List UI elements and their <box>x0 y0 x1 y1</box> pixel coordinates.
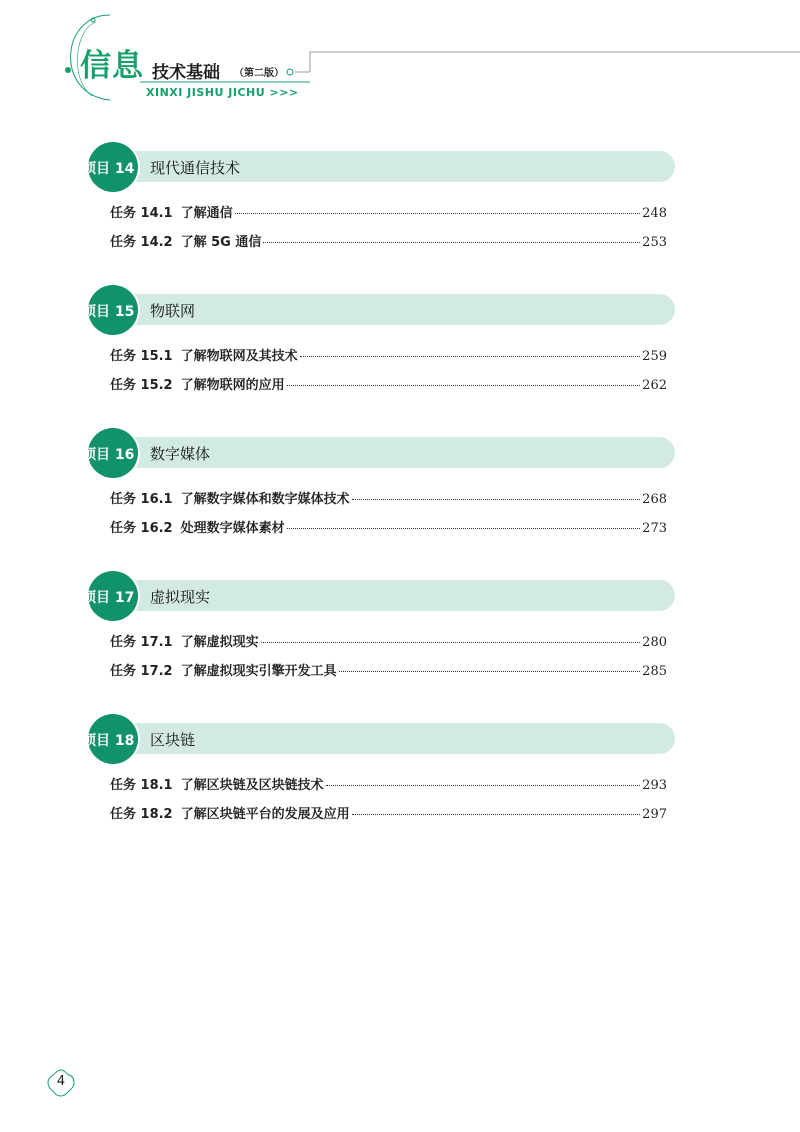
task-page: 248 <box>642 206 667 221</box>
project-label: 项目 14 <box>82 161 135 177</box>
task-code: 任务 17.2 <box>110 664 173 679</box>
dot-leader <box>339 671 641 672</box>
project-label: 项目 15 <box>82 304 135 320</box>
toc-entry[interactable] <box>110 231 667 251</box>
toc-entry[interactable] <box>110 517 667 537</box>
toc-entry[interactable] <box>110 488 667 508</box>
page-number: 4 <box>56 1074 66 1089</box>
task-page: 268 <box>642 492 667 507</box>
task-name: 了解数字媒体和数字媒体技术 <box>180 492 350 507</box>
task-code: 任务 18.1 <box>110 778 173 793</box>
dot-leader <box>235 213 641 214</box>
task-page: 285 <box>642 664 667 679</box>
toc-list <box>0 140 800 855</box>
task-code: 任务 15.2 <box>110 378 173 393</box>
toc-entry[interactable] <box>110 345 667 365</box>
task-page: 297 <box>642 807 667 822</box>
brand-edition: （第二版） <box>234 68 284 79</box>
dot-leader <box>352 814 641 815</box>
section-title[interactable]: 虚拟现实 <box>150 588 211 606</box>
task-page: 273 <box>642 521 667 536</box>
task-code: 任务 18.2 <box>110 807 173 822</box>
task-page: 280 <box>642 635 667 650</box>
task-page: 253 <box>642 235 667 250</box>
dot-leader <box>261 642 641 643</box>
dot-leader <box>300 356 641 357</box>
dot-leader <box>287 528 641 529</box>
section-band <box>130 580 675 611</box>
section-band <box>130 294 675 325</box>
task-name: 了解 5G 通信 <box>180 235 262 250</box>
section-band <box>130 723 675 754</box>
toc-section <box>0 140 800 283</box>
task-name: 了解物联网及其技术 <box>180 349 298 364</box>
brand-pinyin: XINXI JISHU JICHU >>> <box>146 86 299 99</box>
task-page: 259 <box>642 349 667 364</box>
toc-entry[interactable] <box>110 803 667 823</box>
section-title[interactable]: 物联网 <box>150 302 196 320</box>
toc-entry[interactable] <box>110 660 667 680</box>
toc-section <box>0 283 800 426</box>
task-name: 了解区块链平台的发展及应用 <box>180 807 350 822</box>
dot-leader <box>287 385 641 386</box>
dot-leader <box>263 242 640 243</box>
toc-entry[interactable] <box>110 374 667 394</box>
toc-entry[interactable] <box>110 631 667 651</box>
task-code: 任务 14.1 <box>110 206 173 221</box>
task-name: 了解通信 <box>180 206 233 221</box>
toc-section <box>0 426 800 569</box>
toc-section <box>0 569 800 712</box>
page-header <box>0 0 800 120</box>
task-code: 任务 15.1 <box>110 349 173 364</box>
task-code: 任务 14.2 <box>110 235 173 250</box>
section-title[interactable]: 数字媒体 <box>150 445 211 463</box>
task-code: 任务 16.1 <box>110 492 173 507</box>
project-label: 项目 17 <box>82 590 135 606</box>
task-name: 了解虚拟现实 <box>180 635 259 650</box>
task-name: 了解虚拟现实引擎开发工具 <box>180 664 337 679</box>
section-band <box>130 437 675 468</box>
section-title[interactable]: 现代通信技术 <box>150 159 241 177</box>
task-name: 了解物联网的应用 <box>180 378 285 393</box>
toc-entry[interactable] <box>110 774 667 794</box>
brand-subtitle: 技术基础 <box>152 63 220 83</box>
task-code: 任务 17.1 <box>110 635 173 650</box>
page-number-badge <box>46 1068 76 1098</box>
toc-entry[interactable] <box>110 202 667 222</box>
task-name: 了解区块链及区块链技术 <box>180 778 324 793</box>
dot-leader <box>326 785 641 786</box>
section-title[interactable]: 区块链 <box>150 731 196 749</box>
dot-leader <box>352 499 641 500</box>
task-name: 处理数字媒体素材 <box>180 521 285 536</box>
task-page: 293 <box>642 778 667 793</box>
task-page: 262 <box>642 378 667 393</box>
brand-title: 信息 <box>80 48 144 84</box>
task-code: 任务 16.2 <box>110 521 173 536</box>
project-label: 项目 18 <box>82 733 135 749</box>
toc-section <box>0 712 800 855</box>
project-label: 项目 16 <box>82 447 135 463</box>
